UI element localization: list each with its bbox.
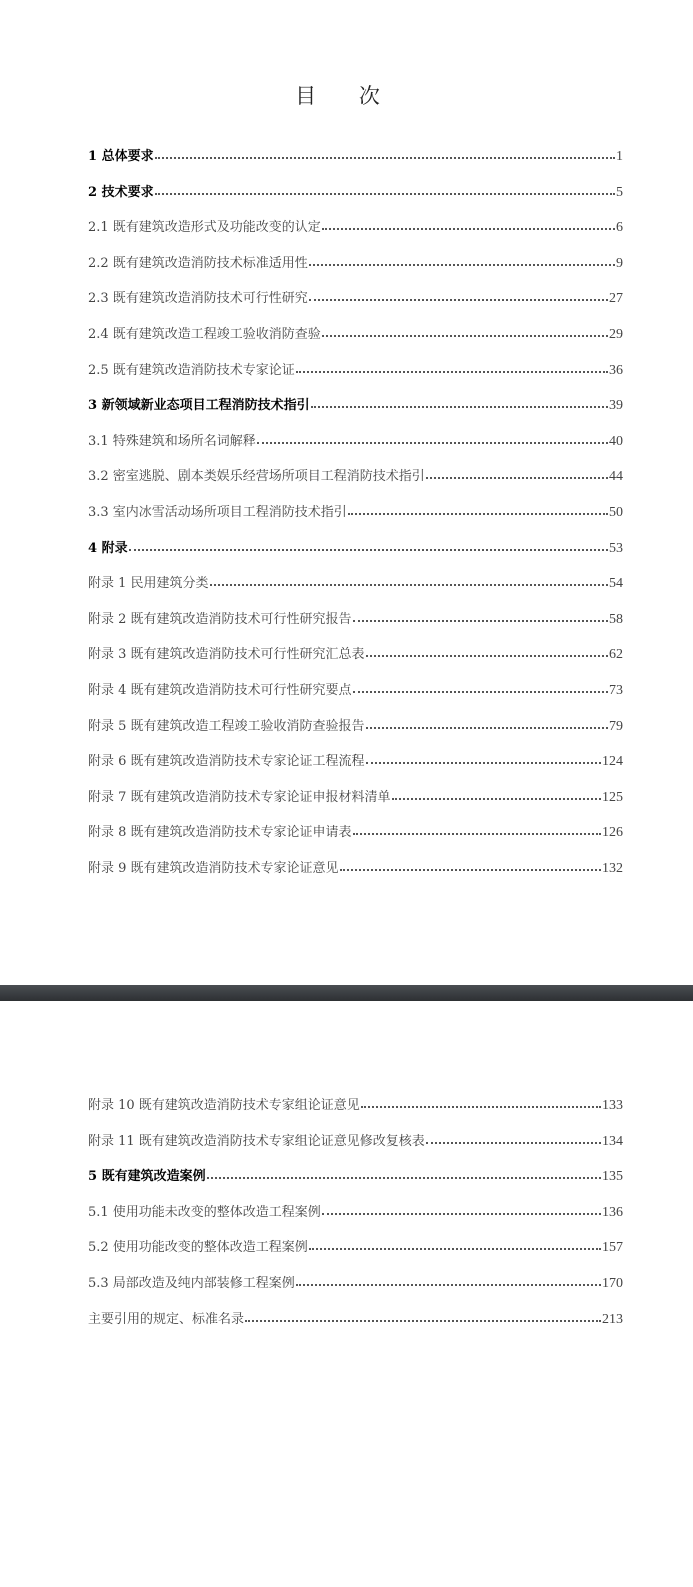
toc-entry-page-number: 125 [602,789,623,805]
toc-entry[interactable] [88,538,623,560]
toc-entry-page-number: 36 [609,362,623,378]
dot-leader [309,299,608,301]
toc-entry-page-number: 54 [609,576,623,592]
toc-entry-label: 3.2 密室逃脱、剧本类娱乐经营场所项目工程消防技术指引 [88,469,425,485]
dot-leader [296,1284,601,1286]
toc-entry-label: 3.3 室内冰雪活动场所项目工程消防技术指引 [88,505,347,520]
toc-entry-page-number: 40 [609,433,623,449]
toc-entry[interactable] [88,858,623,880]
toc-entry-page-number: 62 [609,647,623,663]
document-page-2 [0,1001,693,1587]
toc-entry-page-number: 6 [616,220,623,236]
toc-entry[interactable] [88,431,623,453]
toc-entry[interactable] [88,1166,623,1188]
toc-entry[interactable] [88,1237,623,1259]
dot-leader [366,762,601,764]
dot-leader [309,1248,601,1250]
toc-entry-page-number: 5 [616,184,623,200]
toc-entry[interactable] [88,502,623,524]
toc-entry-label: 2.5 既有建筑改造消防技术专家论证 [88,362,295,378]
toc-entry-page-number: 136 [602,1204,623,1220]
toc-entry-page-number: 27 [609,291,623,307]
toc-entry-label: 2 技术要求 [88,184,154,200]
toc-entry-label: 附录 11 既有建筑改造消防技术专家组论证意见修改复核表 [88,1133,425,1149]
dot-leader [322,335,608,337]
toc-entry[interactable] [88,1202,623,1224]
toc-entry[interactable] [88,253,623,275]
toc-entry-label: 1 总体要求 [88,149,154,164]
dot-leader [210,584,608,586]
toc-entry[interactable] [88,360,623,382]
dot-leader [392,798,601,800]
toc-entry[interactable] [88,716,623,738]
toc-entry[interactable] [88,680,623,702]
toc-entry-page-number: 53 [609,540,623,556]
dot-leader [348,513,608,515]
toc-entry[interactable] [88,288,623,310]
toc-entry-label: 5.3 局部改造及纯内部装修工程案例 [88,1276,295,1291]
toc-entry[interactable] [88,182,623,204]
toc-entry-label: 2.3 既有建筑改造消防技术可行性研究 [88,291,308,307]
toc-entry-page-number: 58 [609,611,623,627]
dot-leader [353,833,601,835]
toc-entry-label: 5 既有建筑改造案例 [88,1169,206,1185]
dot-leader [155,157,615,159]
dot-leader [322,1213,601,1215]
toc-entry-label: 附录 4 既有建筑改造消防技术可行性研究要点 [88,683,352,698]
toc-entry[interactable] [88,395,623,417]
dot-leader [353,691,608,693]
toc-entry[interactable] [88,573,623,595]
dot-leader [155,193,615,195]
toc-entry-page-number: 44 [609,469,623,485]
toc-entry-label: 主要引用的规定、标准名录 [88,1311,245,1327]
toc-entry-label: 附录 5 既有建筑改造工程竣工验收消防查验报告 [88,718,365,734]
toc-entry[interactable] [88,324,623,346]
toc-entry[interactable] [88,609,623,631]
dot-leader [129,549,608,551]
dot-leader [309,264,615,266]
toc-entry-page-number: 134 [602,1133,623,1149]
dot-leader [361,1106,601,1108]
toc-entry-page-number: 126 [602,825,623,841]
toc-entry-page-number: 9 [616,255,623,271]
toc-entry-page-number: 29 [609,327,623,342]
toc-entry[interactable] [88,751,623,773]
toc-entry-page-number: 213 [602,1311,623,1327]
dot-leader [296,371,608,373]
toc-title: 目 次 [295,84,398,108]
toc-entry[interactable] [88,146,623,168]
toc-entry-page-number: 124 [602,754,623,770]
toc-entry-label: 附录 1 民用建筑分类 [88,576,209,592]
toc-entry[interactable] [88,787,623,809]
toc-entry-label: 3.1 特殊建筑和场所名词解释 [88,433,256,449]
toc-entry[interactable] [88,1309,623,1331]
toc-entry-page-number: 50 [609,505,623,520]
toc-entry-label: 附录 3 既有建筑改造消防技术可行性研究汇总表 [88,647,365,663]
toc-entry-page-number: 132 [602,861,623,876]
toc-entry-label: 4 附录 [88,540,128,556]
toc-entry[interactable] [88,466,623,488]
toc-entry-label: 附录 7 既有建筑改造消防技术专家论证申报材料清单 [88,789,391,805]
toc-entry-page-number: 135 [602,1169,623,1185]
dot-leader [366,727,608,729]
toc-entry-label: 5.2 使用功能改变的整体改造工程案例 [88,1240,308,1256]
dot-leader [311,406,608,408]
toc-entry-page-number: 79 [609,718,623,734]
toc-entry-label: 2.4 既有建筑改造工程竣工验收消防查验 [88,327,321,342]
toc-entry[interactable] [88,644,623,666]
toc-entry-label: 3 新领域新业态项目工程消防技术指引 [88,398,310,414]
dot-leader [207,1177,601,1179]
toc-entry-page-number: 39 [609,398,623,414]
toc-entry-label: 附录 2 既有建筑改造消防技术可行性研究报告 [88,611,352,627]
dot-leader [257,442,608,444]
toc-entry[interactable] [88,1095,623,1117]
toc-entry[interactable] [88,1131,623,1153]
dot-leader [322,228,615,230]
toc-entry-label: 附录 10 既有建筑改造消防技术专家组论证意见 [88,1098,360,1113]
toc-entry-label: 附录 8 既有建筑改造消防技术专家论证申请表 [88,825,352,841]
dot-leader [353,620,608,622]
page-divider [0,985,693,1001]
dot-leader [245,1320,601,1322]
toc-entry-page-number: 170 [602,1276,623,1291]
toc-entry-label: 附录 9 既有建筑改造消防技术专家论证意见 [88,861,339,876]
dot-leader [426,1142,601,1144]
toc-entry-label: 2.1 既有建筑改造形式及功能改变的认定 [88,220,321,236]
toc-entry-page-number: 133 [602,1098,623,1113]
dot-leader [340,869,601,871]
toc-entry-label: 2.2 既有建筑改造消防技术标准适用性 [88,255,308,271]
toc-entry-page-number: 157 [602,1240,623,1256]
toc-entry-label: 附录 6 既有建筑改造消防技术专家论证工程流程 [88,754,365,770]
toc-entry-page-number: 73 [609,683,623,698]
dot-leader [426,477,608,479]
toc-entry[interactable] [88,822,623,844]
toc-entry[interactable] [88,1273,623,1295]
dot-leader [366,655,608,657]
toc-entry[interactable] [88,217,623,239]
toc-entry-page-number: 1 [616,149,623,164]
toc-entry-label: 5.1 使用功能未改变的整体改造工程案例 [88,1204,321,1220]
